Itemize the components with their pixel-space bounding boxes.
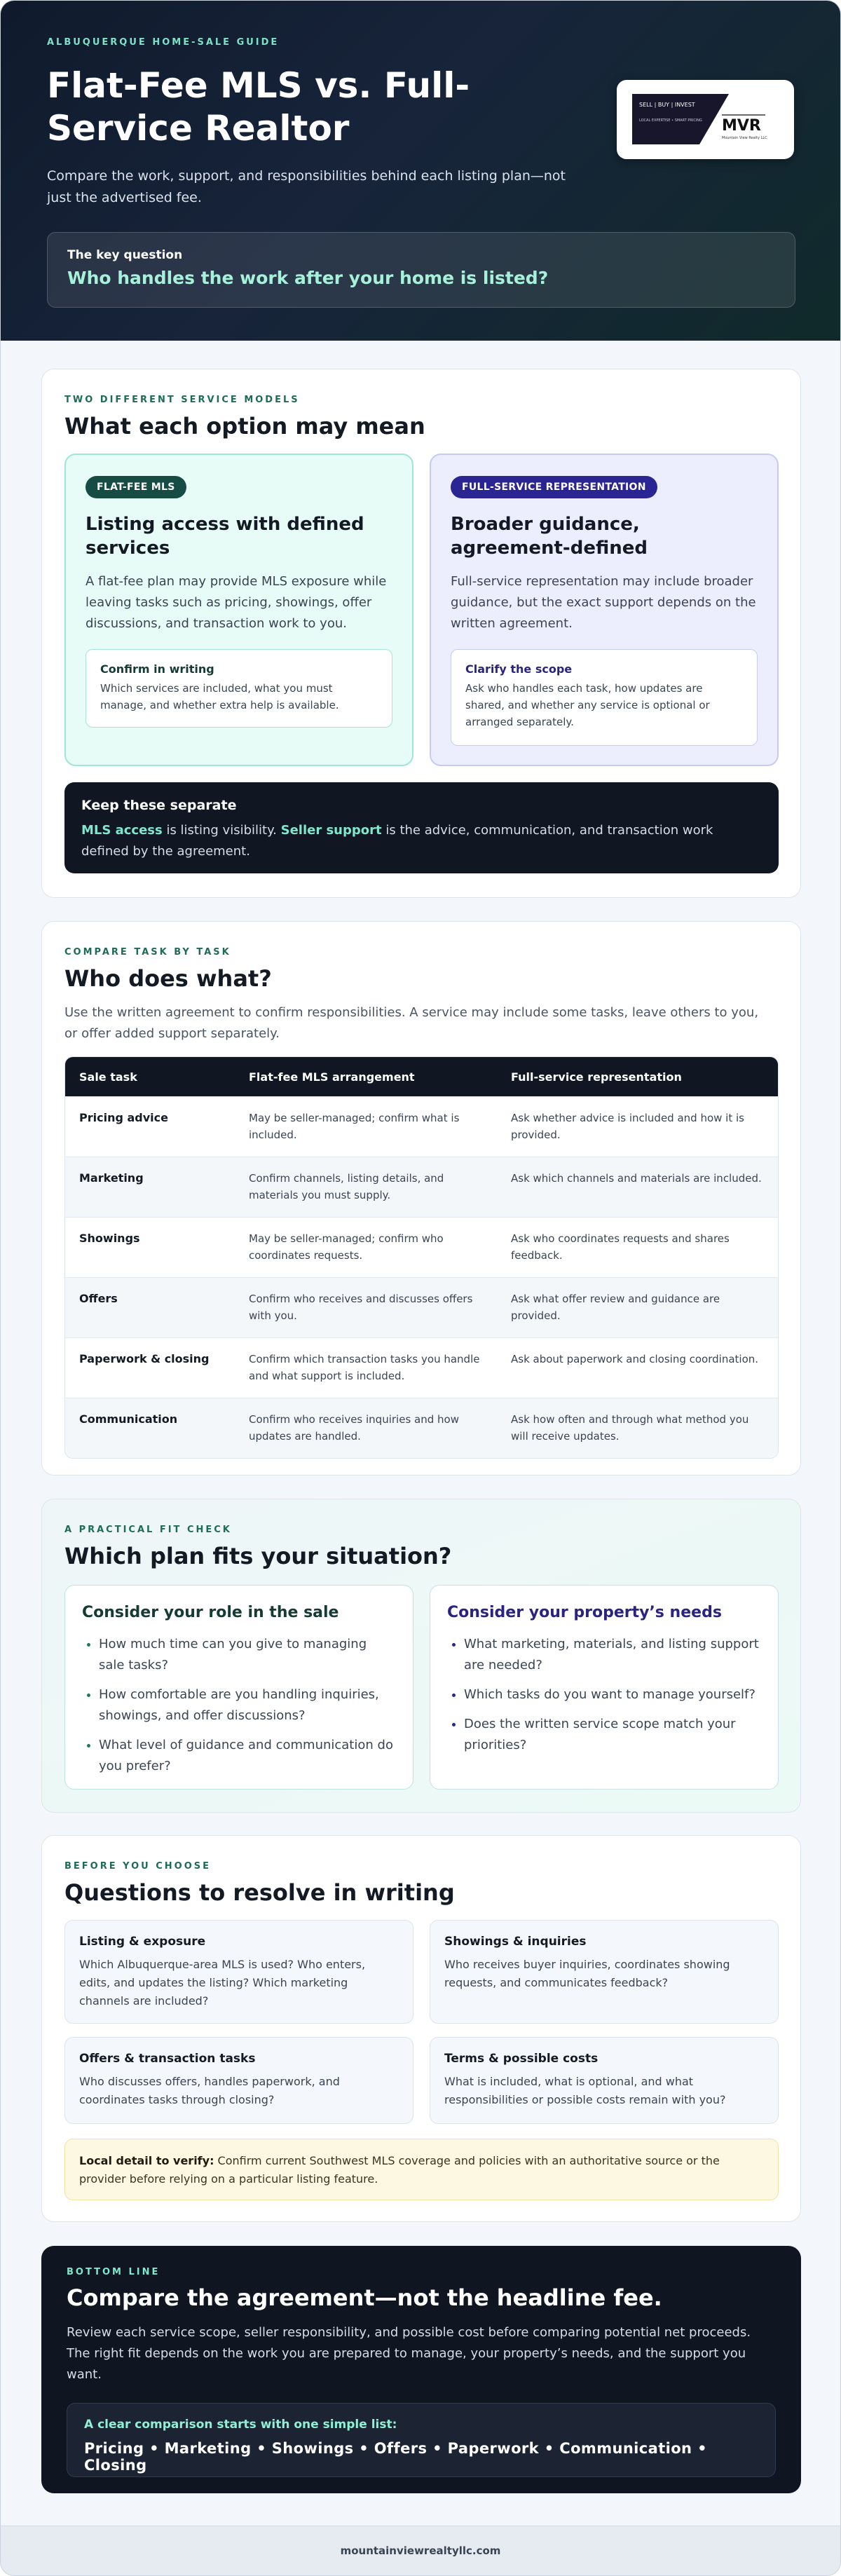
full-service-heading: Broader guidance, agreement-defined: [451, 514, 648, 559]
questions-section: [41, 1835, 801, 2222]
table-row: [65, 1157, 778, 1217]
section-eyebrow: COMPARE TASK BY TASK: [64, 947, 231, 958]
section-title: Who does what?: [64, 965, 272, 992]
table-row: [65, 1337, 778, 1398]
keep-separate-callout: [64, 782, 779, 873]
table-row: [65, 1096, 778, 1157]
role-checklist-heading: Consider your role in the sale: [82, 1604, 339, 1621]
question-card: [430, 2037, 779, 2124]
brand-logo: [617, 80, 794, 159]
flat-fee-pill: FLAT-FEE MLS: [86, 476, 186, 498]
list-item: • Does the written service scope match your priorities?: [464, 1714, 761, 1756]
question-title: Terms & possible costs: [444, 2052, 599, 2066]
task-cell: Pricing advice: [65, 1096, 235, 1157]
task-cell: Paperwork & closing: [65, 1337, 235, 1398]
flat-fee-cell: Confirm channels, listing details, and materials you must supply.: [235, 1157, 497, 1217]
full-service-note: [451, 649, 758, 746]
flat-fee-cell: Confirm who receives and discusses offers with you.: [235, 1277, 497, 1337]
full-service-cell: Ask how often and through what method you will receive updates.: [497, 1398, 778, 1458]
term-mls-access: MLS access: [81, 823, 163, 838]
keep-separate-text-1: is listing visibility.: [162, 823, 281, 838]
section-title: What each option may mean: [64, 413, 425, 439]
flat-fee-cell: May be seller-managed; confirm what is included.: [235, 1096, 497, 1157]
task-cell: Marketing: [65, 1157, 235, 1217]
full-service-option-card: [430, 454, 779, 766]
property-checklist-card: [430, 1585, 779, 1790]
section-eyebrow: BEFORE YOU CHOOSE: [64, 1861, 211, 1872]
logo-small-text: LOCAL EXPERTISE • SMART PRICING: [639, 118, 702, 123]
table-row: [65, 1277, 778, 1337]
task-comparison-table: [64, 1056, 779, 1459]
question-title: Offers & transaction tasks: [79, 2052, 256, 2066]
footer-site-link[interactable]: mountainviewrealtyllc.com: [340, 2544, 501, 2557]
flat-fee-note-body: Which services are included, what you must manage, and whether extra help is available.: [100, 682, 339, 711]
column-header: Flat-fee MLS arrangement: [235, 1057, 497, 1096]
full-service-cell: Ask which channels and materials are included.: [497, 1157, 778, 1217]
key-question-label: The key question: [67, 248, 183, 262]
question-body: What is included, what is optional, and what responsibilities or possible costs remain with you?: [444, 2075, 726, 2106]
full-service-cell: Ask about paperwork and closing coordination.: [497, 1337, 778, 1398]
logo-brand: MVR: [722, 117, 761, 135]
property-checklist: [447, 1634, 761, 1756]
comparison-list-title: A clear comparison starts with one simple list:: [84, 2418, 397, 2432]
question-body: Who receives buyer inquiries, coordinates showing requests, and communicates feedback?: [444, 1958, 730, 1989]
comparison-list: Pricing • Marketing • Showings • Offers • Paperwork • Communication • Closing: [84, 2440, 707, 2474]
task-comparison-section: [41, 921, 801, 1476]
role-checklist-card: [64, 1585, 413, 1790]
column-header: Sale task: [65, 1057, 235, 1096]
list-item: • Which tasks do you want to manage yourself?: [464, 1684, 761, 1705]
keep-separate-body: [81, 820, 762, 862]
hero-intro: Compare the work, support, and responsibilities behind each listing plan—not just the advertised fee.: [47, 168, 566, 205]
flat-fee-heading: Listing access with defined services: [86, 514, 364, 559]
question-card: [64, 2037, 413, 2124]
table-row: [65, 1217, 778, 1277]
keep-separate-title: Keep these separate: [81, 798, 237, 813]
question-card: [430, 1920, 779, 2024]
section-title: Which plan fits your situation?: [64, 1543, 452, 1569]
flat-fee-cell: May be seller-managed; confirm who coordinates requests.: [235, 1217, 497, 1277]
table-header-row: [65, 1057, 778, 1096]
property-checklist-heading: Consider your property’s needs: [447, 1604, 722, 1621]
question-title: Listing & exposure: [79, 1935, 206, 1949]
task-cell: Offers: [65, 1277, 235, 1337]
comparison-list-box: [67, 2403, 776, 2477]
local-detail-text: Confirm current Southwest MLS coverage and policies with an authoritative source or the provider before relying on a particular listing feature.: [79, 2154, 720, 2186]
flat-fee-note: [86, 649, 392, 728]
section-title: Compare the agreement—not the headline fee.: [67, 2284, 662, 2311]
list-item: • What marketing, materials, and listing support are needed?: [464, 1634, 761, 1676]
column-header: Full-service representation: [497, 1057, 778, 1096]
section-eyebrow: BOTTOM LINE: [67, 2267, 160, 2277]
task-cell: Communication: [65, 1398, 235, 1458]
section-title: Questions to resolve in writing: [64, 1879, 455, 1906]
site-footer: [1, 2526, 840, 2576]
role-checklist: [82, 1634, 396, 1777]
flat-fee-cell: Confirm which transaction tasks you handle and what support is included.: [235, 1337, 497, 1398]
page-title: Flat-Fee MLS vs. Full-Service Realtor: [47, 65, 470, 149]
local-detail-label: Local detail to verify:: [79, 2154, 214, 2167]
logo-tagline: SELL | BUY | INVEST: [639, 102, 695, 108]
flat-fee-option-card: [64, 454, 413, 766]
hero-eyebrow: ALBUQUERQUE HOME-SALE GUIDE: [47, 37, 280, 48]
section-eyebrow: TWO DIFFERENT SERVICE MODELS: [64, 395, 300, 405]
section-eyebrow: A PRACTICAL FIT CHECK: [64, 1525, 232, 1535]
key-question-text: Who handles the work after your home is listed?: [67, 268, 549, 288]
term-seller-support: Seller support: [280, 823, 382, 838]
list-item: • How comfortable are you handling inquiries, showings, and offer discussions?: [99, 1684, 396, 1726]
full-service-note-body: Ask who handles each task, how updates are shared, and whether any service is optional or arranged separately.: [465, 682, 710, 728]
question-card: [64, 1920, 413, 2024]
bottom-line-section: [41, 2246, 801, 2493]
full-service-cell: Ask what offer review and guidance are provided.: [497, 1277, 778, 1337]
flat-fee-cell: Confirm who receives inquiries and how updates are handled.: [235, 1398, 497, 1458]
logo-graphic: [617, 80, 794, 159]
flat-fee-body: A flat-fee plan may provide MLS exposure while leaving tasks such as pricing, showings, offer discussions, and transaction work to you.: [86, 574, 387, 631]
section-lead: Use the written agreement to confirm responsibilities. A service may include some tasks, leave others to you, or offer added support separately.: [64, 1005, 759, 1041]
table-row: [65, 1398, 778, 1458]
service-models-section: [41, 369, 801, 898]
list-item: • How much time can you give to managing sale tasks?: [99, 1634, 396, 1676]
key-question-box: [47, 232, 795, 308]
full-service-cell: Ask who coordinates requests and shares feedback.: [497, 1217, 778, 1277]
flat-fee-note-title: Confirm in writing: [100, 662, 214, 676]
logo-brand-sub: Mountain View Realty LLC: [722, 136, 767, 140]
question-body: Who discusses offers, handles paperwork, and coordinates tasks through closing?: [79, 2075, 340, 2106]
local-detail-callout: [64, 2139, 779, 2200]
list-item: • What level of guidance and communication do you prefer?: [99, 1735, 396, 1777]
question-title: Showings & inquiries: [444, 1935, 587, 1949]
question-body: Which Albuquerque-area MLS is used? Who enters, edits, and updates the listing? Which marketing channels are included?: [79, 1958, 366, 2008]
task-cell: Showings: [65, 1217, 235, 1277]
full-service-cell: Ask whether advice is included and how it is provided.: [497, 1096, 778, 1157]
keep-separate-text-2: is the advice, communication, and transaction work defined by the agreement.: [81, 823, 713, 859]
hero-header: [1, 1, 840, 341]
bottom-line-body: Review each service scope, seller responsibility, and possible cost before comparing potential net proceeds. The right fit depends on the work you are prepared to manage, your property’s needs, and the support you want.: [67, 2325, 751, 2382]
full-service-note-title: Clarify the scope: [465, 662, 573, 676]
full-service-body: Full-service representation may include broader guidance, but the exact support depends on the written agreement.: [451, 574, 756, 631]
full-service-pill: FULL-SERVICE REPRESENTATION: [451, 476, 657, 498]
fit-check-section: [41, 1499, 801, 1813]
